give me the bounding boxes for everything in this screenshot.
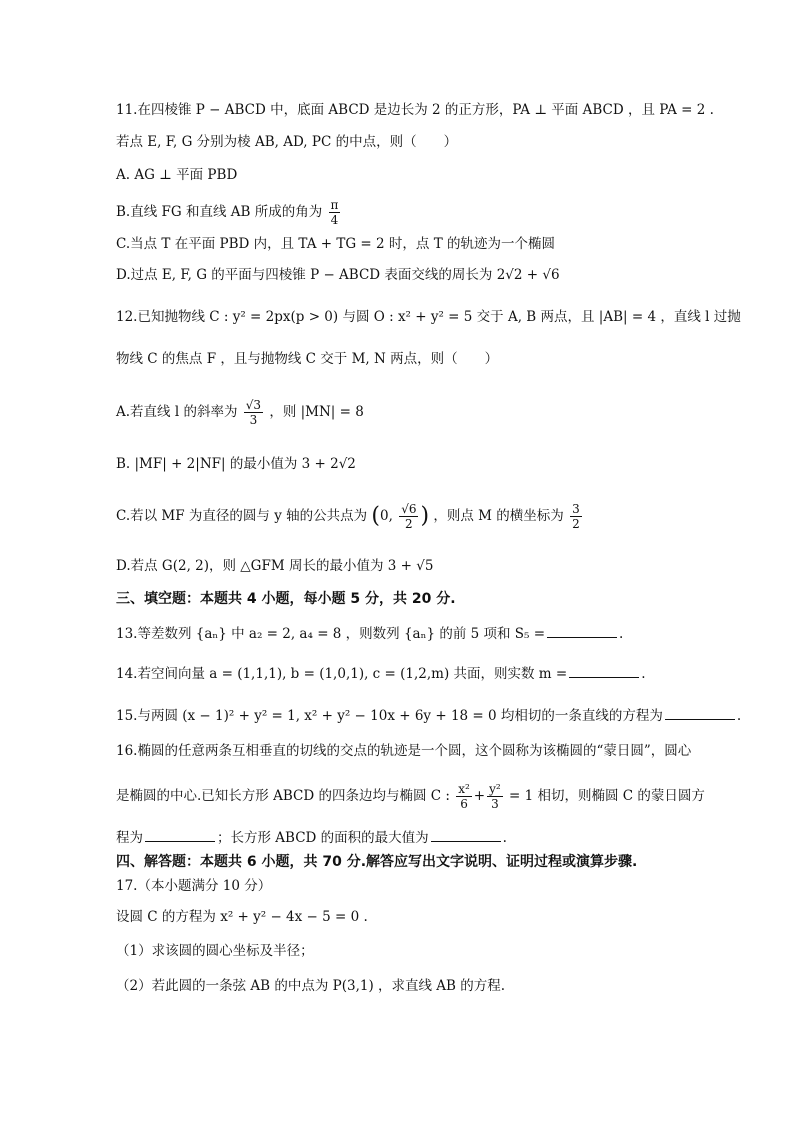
q13 <box>116 623 623 644</box>
q15 <box>116 705 741 726</box>
q12-option-c <box>116 502 584 531</box>
q16-line1: 16.椭圆的任意两条互相垂直的切线的交点的轨迹是一个圆，这个圆称为该椭圆的“蒙日圆”，圆心 <box>116 743 692 759</box>
q12-option-a <box>116 398 364 427</box>
q16-line3-text: 程为 <box>116 830 143 846</box>
q16-line2-text: 是椭圆的中心.已知长方形 ABCD 的四条边均与椭圆 C : <box>116 788 450 804</box>
q16-line3-mid: ；长方形 ABCD 的面积的最大值为 <box>217 830 429 846</box>
q12-option-a-numerator: √3 <box>245 398 262 412</box>
q12-option-c-text: C.若以 MF 为直径的圆与 y 轴的公共点为 <box>116 508 368 524</box>
q16-x-numerator: x² <box>458 782 470 796</box>
q14-answer-blank[interactable] <box>569 663 639 678</box>
q11-option-c: C.当点 T 在平面 PBD 内，且 TA + TG = 2 时，点 T 的轨迹为一个椭圆 <box>116 236 555 252</box>
q12-option-d: D.若点 G(2, 2)，则 △GFM 周长的最小值为 3 + √5 <box>116 558 434 574</box>
q16-answer-blank-2[interactable] <box>431 827 501 842</box>
q11-option-b-numerator: π <box>330 198 339 212</box>
q12-option-a-text: A.若直线 l 的斜率为 <box>116 404 238 420</box>
section-3-heading: 三、填空题：本题共 4 小题，每小题 5 分，共 20 分. <box>116 591 456 607</box>
q11-stem-line2: 若点 E, F, G 分别为棱 AB, AD, PC 的中点，则（ ） <box>116 134 458 150</box>
q12-stem-line2: 物线 C 的焦点 F ，且与抛物线 C 交于 M, N 两点，则（ ） <box>116 351 499 367</box>
q17-title: 17.（本小题满分 10 分） <box>116 878 272 894</box>
section-4-heading: 四、解答题：本题共 6 小题，共 70 分.解答应写出文字说明、证明过程或演算步骤. <box>116 854 638 870</box>
q11-stem-line1: 11.在四棱锥 P − ABCD 中，底面 ABCD 是边长为 2 的正方形，PA ⊥ 平面 ABCD ，且 PA = 2 . <box>116 102 714 118</box>
q11-option-b-denominator: 4 <box>330 213 339 227</box>
q11-option-b-text: B.直线 FG 和直线 AB 所成的角为 <box>116 204 323 220</box>
q12-option-c-point-x: 0, <box>380 508 393 524</box>
q14 <box>116 663 646 684</box>
q14-end: . <box>641 666 646 682</box>
q17-part-1: （1）求该圆的圆心坐标及半径； <box>116 943 314 959</box>
q16-y-denominator: 3 <box>491 797 499 811</box>
q12-option-c-point-denominator: 2 <box>405 517 413 531</box>
q12-option-c-answer-numerator: 3 <box>572 502 580 516</box>
q16-y-fraction <box>487 782 503 811</box>
q15-text: 15.与两圆 (x − 1)² + y² = 1, x² + y² − 10x + 6y + 18 = 0 均相切的一条直线的方程为 <box>116 708 663 724</box>
q16-line3 <box>116 827 507 848</box>
q11-option-d: D.过点 E, F, G 的平面与四棱锥 P − ABCD 表面交线的周长为 2√2 + √6 <box>116 267 560 283</box>
q16-y-numerator: y² <box>489 782 501 796</box>
q12-option-c-answer-denominator: 2 <box>572 517 580 531</box>
q12-option-c-left-paren: ( <box>371 503 381 529</box>
q16-answer-blank-1[interactable] <box>145 827 215 842</box>
q16-line2 <box>116 782 705 811</box>
q12-option-a-fraction <box>244 398 263 427</box>
q14-text: 14.若空间向量 a = (1,1,1), b = (1,0,1), c = (1,2,m) 共面，则实数 m = <box>116 666 568 682</box>
q11-option-b <box>116 198 342 227</box>
q11-option-a: A. AG ⊥ 平面 PBD <box>116 167 238 183</box>
q12-stem-line1: 12.已知抛物线 C : y² = 2px(p > 0) 与圆 O : x² + y² = 5 交于 A, B 两点，且 |AB| = 4 ，直线 l 过抛 <box>116 309 741 325</box>
q12-option-c-right-paren: ) <box>420 503 430 529</box>
q13-end: . <box>619 626 624 642</box>
q16-line3-end: . <box>502 830 507 846</box>
q12-option-c-point-fraction <box>399 502 418 531</box>
q12-option-b: B. |MF| + 2|NF| 的最小值为 3 + 2√2 <box>116 456 356 472</box>
q11-option-b-fraction <box>329 198 341 227</box>
q12-option-c-answer-fraction <box>570 502 582 531</box>
q17-part-2: （2）若此圆的一条弦 AB 的中点为 P(3,1) ，求直线 AB 的方程. <box>116 978 506 994</box>
q15-answer-blank[interactable] <box>665 705 735 720</box>
q16-x-denominator: 6 <box>460 797 468 811</box>
q12-option-a-tail: ，则 |MN| = 8 <box>269 404 364 420</box>
q17-stem: 设圆 C 的方程为 x² + y² − 4x − 5 = 0 . <box>116 909 368 925</box>
q16-line2-tail: = 1 相切，则椭圆 C 的蒙日圆方 <box>509 788 705 804</box>
q12-option-a-denominator: 3 <box>249 413 258 427</box>
q13-answer-blank[interactable] <box>547 623 617 638</box>
q13-text: 13.等差数列 {aₙ} 中 a₂ = 2, a₄ = 8 ，则数列 {aₙ} 的前 5 项和 S₅ = <box>116 626 546 642</box>
q12-option-c-point-numerator: √6 <box>401 502 417 516</box>
q15-end: . <box>736 708 742 724</box>
q16-plus: + <box>473 788 486 804</box>
q12-option-c-mid: ，则点 M 的横坐标为 <box>433 508 564 524</box>
q16-x-fraction <box>456 782 472 811</box>
